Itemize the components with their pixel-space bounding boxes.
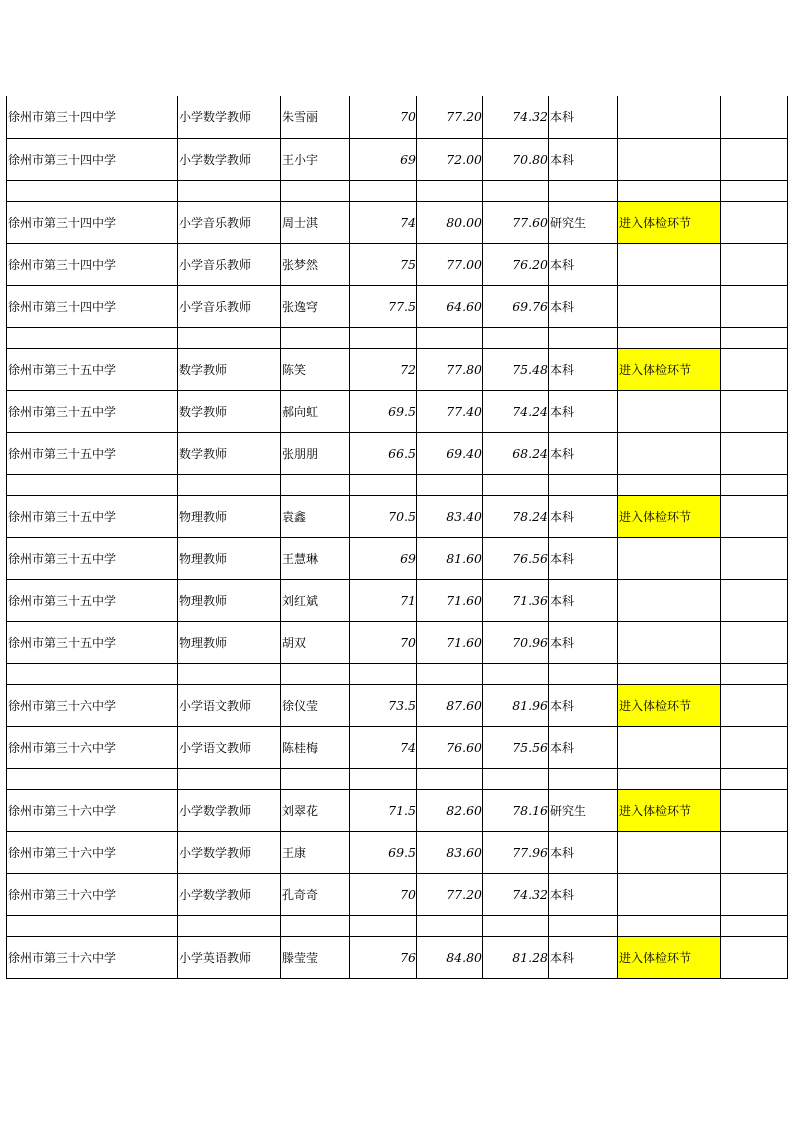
total-score-cell: 71.36	[483, 579, 549, 621]
total-score-cell: 75.48	[483, 348, 549, 390]
table-row	[7, 873, 788, 915]
blank-cell	[721, 348, 788, 390]
separator-cell	[281, 768, 350, 789]
school-cell: 徐州市第三十四中学	[7, 285, 178, 327]
separator-cell	[350, 768, 417, 789]
position-cell: 小学数学教师	[178, 873, 281, 915]
school-cell: 徐州市第三十五中学	[7, 621, 178, 663]
separator-cell	[417, 663, 483, 684]
separator-cell	[7, 474, 178, 495]
interview-score-cell: 72.00	[417, 138, 483, 180]
blank-cell	[721, 537, 788, 579]
interview-score-cell: 77.20	[417, 96, 483, 138]
table-row	[7, 621, 788, 663]
note-cell	[618, 726, 721, 768]
education-cell: 本科	[549, 495, 618, 537]
total-score-cell: 74.32	[483, 96, 549, 138]
blank-cell	[721, 96, 788, 138]
total-score-cell: 77.96	[483, 831, 549, 873]
separator-cell	[178, 180, 281, 201]
school-cell: 徐州市第三十六中学	[7, 726, 178, 768]
separator-cell	[721, 768, 788, 789]
position-cell: 物理教师	[178, 621, 281, 663]
interview-score-cell: 83.60	[417, 831, 483, 873]
separator-cell	[721, 915, 788, 936]
table-row	[7, 684, 788, 726]
education-cell: 本科	[549, 537, 618, 579]
written-score-cell: 74	[350, 201, 417, 243]
total-score-cell: 75.56	[483, 726, 549, 768]
interview-score-cell: 64.60	[417, 285, 483, 327]
blank-cell	[721, 789, 788, 831]
name-cell: 王慧琳	[281, 537, 350, 579]
note-cell	[618, 432, 721, 474]
separator-row	[7, 180, 788, 201]
separator-cell	[618, 474, 721, 495]
education-cell: 本科	[549, 621, 618, 663]
total-score-cell: 76.20	[483, 243, 549, 285]
separator-cell	[721, 663, 788, 684]
interview-score-cell: 77.20	[417, 873, 483, 915]
written-score-cell: 70	[350, 621, 417, 663]
name-cell: 陈桂梅	[281, 726, 350, 768]
education-cell: 本科	[549, 726, 618, 768]
separator-cell	[7, 768, 178, 789]
separator-cell	[721, 474, 788, 495]
position-cell: 小学语文教师	[178, 726, 281, 768]
table-row	[7, 831, 788, 873]
separator-cell	[281, 915, 350, 936]
school-cell: 徐州市第三十四中学	[7, 243, 178, 285]
written-score-cell: 69.5	[350, 831, 417, 873]
blank-cell	[721, 936, 788, 978]
interview-score-cell: 81.60	[417, 537, 483, 579]
education-cell: 本科	[549, 285, 618, 327]
separator-cell	[721, 327, 788, 348]
separator-cell	[7, 915, 178, 936]
name-cell: 王小宇	[281, 138, 350, 180]
education-cell: 本科	[549, 873, 618, 915]
blank-cell	[721, 873, 788, 915]
position-cell: 数学教师	[178, 390, 281, 432]
position-cell: 小学数学教师	[178, 831, 281, 873]
name-cell: 周士淇	[281, 201, 350, 243]
position-cell: 小学数学教师	[178, 138, 281, 180]
education-cell: 本科	[549, 831, 618, 873]
interview-score-cell: 77.80	[417, 348, 483, 390]
written-score-cell: 69	[350, 537, 417, 579]
total-score-cell: 81.28	[483, 936, 549, 978]
separator-cell	[549, 768, 618, 789]
table-row	[7, 537, 788, 579]
table-row	[7, 495, 788, 537]
table-row	[7, 936, 788, 978]
name-cell: 张朋朋	[281, 432, 350, 474]
school-cell: 徐州市第三十四中学	[7, 138, 178, 180]
separator-cell	[549, 663, 618, 684]
name-cell: 张梦然	[281, 243, 350, 285]
table-body	[7, 96, 788, 978]
separator-cell	[618, 768, 721, 789]
position-cell: 小学数学教师	[178, 789, 281, 831]
table-row	[7, 789, 788, 831]
education-cell: 本科	[549, 936, 618, 978]
name-cell: 刘红斌	[281, 579, 350, 621]
blank-cell	[721, 495, 788, 537]
note-cell: 进入体检环节	[618, 201, 721, 243]
separator-cell	[350, 915, 417, 936]
total-score-cell: 69.76	[483, 285, 549, 327]
separator-cell	[350, 180, 417, 201]
education-cell: 本科	[549, 243, 618, 285]
name-cell: 滕莹莹	[281, 936, 350, 978]
separator-cell	[178, 474, 281, 495]
written-score-cell: 70.5	[350, 495, 417, 537]
separator-cell	[350, 327, 417, 348]
table-row	[7, 285, 788, 327]
note-cell: 进入体检环节	[618, 684, 721, 726]
written-score-cell: 71.5	[350, 789, 417, 831]
school-cell: 徐州市第三十六中学	[7, 789, 178, 831]
education-cell: 本科	[549, 390, 618, 432]
separator-row	[7, 327, 788, 348]
total-score-cell: 74.24	[483, 390, 549, 432]
blank-cell	[721, 684, 788, 726]
separator-cell	[417, 327, 483, 348]
separator-cell	[281, 327, 350, 348]
separator-cell	[281, 663, 350, 684]
note-cell	[618, 579, 721, 621]
education-cell: 研究生	[549, 789, 618, 831]
written-score-cell: 66.5	[350, 432, 417, 474]
blank-cell	[721, 831, 788, 873]
name-cell: 陈笑	[281, 348, 350, 390]
name-cell: 孔奇奇	[281, 873, 350, 915]
separator-cell	[483, 663, 549, 684]
note-cell	[618, 537, 721, 579]
interview-score-cell: 82.60	[417, 789, 483, 831]
education-cell: 本科	[549, 579, 618, 621]
written-score-cell: 76	[350, 936, 417, 978]
total-score-cell: 70.80	[483, 138, 549, 180]
written-score-cell: 74	[350, 726, 417, 768]
note-cell	[618, 831, 721, 873]
separator-cell	[549, 180, 618, 201]
separator-cell	[178, 327, 281, 348]
total-score-cell: 68.24	[483, 432, 549, 474]
interview-score-cell: 77.40	[417, 390, 483, 432]
written-score-cell: 71	[350, 579, 417, 621]
position-cell: 物理教师	[178, 537, 281, 579]
education-cell: 本科	[549, 138, 618, 180]
school-cell: 徐州市第三十五中学	[7, 537, 178, 579]
separator-cell	[281, 474, 350, 495]
education-cell: 本科	[549, 432, 618, 474]
note-cell	[618, 243, 721, 285]
name-cell: 胡双	[281, 621, 350, 663]
position-cell: 小学音乐教师	[178, 201, 281, 243]
position-cell: 小学语文教师	[178, 684, 281, 726]
written-score-cell: 70	[350, 873, 417, 915]
interview-score-cell: 69.40	[417, 432, 483, 474]
written-score-cell: 69.5	[350, 390, 417, 432]
interview-score-cell: 83.40	[417, 495, 483, 537]
position-cell: 小学数学教师	[178, 96, 281, 138]
written-score-cell: 75	[350, 243, 417, 285]
separator-cell	[618, 915, 721, 936]
school-cell: 徐州市第三十四中学	[7, 201, 178, 243]
note-cell: 进入体检环节	[618, 348, 721, 390]
blank-cell	[721, 285, 788, 327]
table-row	[7, 138, 788, 180]
note-cell: 进入体检环节	[618, 495, 721, 537]
school-cell: 徐州市第三十五中学	[7, 348, 178, 390]
education-cell: 本科	[549, 684, 618, 726]
school-cell: 徐州市第三十四中学	[7, 96, 178, 138]
total-score-cell: 74.32	[483, 873, 549, 915]
written-score-cell: 69	[350, 138, 417, 180]
school-cell: 徐州市第三十六中学	[7, 684, 178, 726]
separator-cell	[281, 180, 350, 201]
table-row	[7, 243, 788, 285]
blank-cell	[721, 390, 788, 432]
separator-cell	[618, 663, 721, 684]
table-row	[7, 348, 788, 390]
school-cell: 徐州市第三十五中学	[7, 495, 178, 537]
interview-score-cell: 87.60	[417, 684, 483, 726]
table-row	[7, 432, 788, 474]
name-cell: 刘翠花	[281, 789, 350, 831]
total-score-cell: 81.96	[483, 684, 549, 726]
separator-row	[7, 474, 788, 495]
interview-score-cell: 71.60	[417, 579, 483, 621]
interview-score-cell: 77.00	[417, 243, 483, 285]
interview-score-cell: 84.80	[417, 936, 483, 978]
position-cell: 物理教师	[178, 495, 281, 537]
separator-cell	[350, 663, 417, 684]
school-cell: 徐州市第三十五中学	[7, 432, 178, 474]
note-cell	[618, 285, 721, 327]
written-score-cell: 72	[350, 348, 417, 390]
interview-score-cell: 71.60	[417, 621, 483, 663]
separator-cell	[549, 474, 618, 495]
separator-cell	[417, 768, 483, 789]
note-cell	[618, 96, 721, 138]
separator-row	[7, 768, 788, 789]
separator-cell	[417, 474, 483, 495]
note-cell	[618, 621, 721, 663]
note-cell: 进入体检环节	[618, 789, 721, 831]
name-cell: 徐仪莹	[281, 684, 350, 726]
written-score-cell: 73.5	[350, 684, 417, 726]
school-cell: 徐州市第三十六中学	[7, 936, 178, 978]
separator-cell	[178, 768, 281, 789]
position-cell: 小学音乐教师	[178, 285, 281, 327]
school-cell: 徐州市第三十六中学	[7, 831, 178, 873]
results-table	[6, 96, 788, 979]
separator-cell	[483, 180, 549, 201]
table-row	[7, 201, 788, 243]
separator-row	[7, 915, 788, 936]
separator-cell	[483, 768, 549, 789]
total-score-cell: 76.56	[483, 537, 549, 579]
separator-cell	[417, 180, 483, 201]
blank-cell	[721, 726, 788, 768]
written-score-cell: 77.5	[350, 285, 417, 327]
total-score-cell: 78.24	[483, 495, 549, 537]
separator-cell	[618, 180, 721, 201]
total-score-cell: 77.60	[483, 201, 549, 243]
name-cell: 朱雪丽	[281, 96, 350, 138]
separator-cell	[483, 474, 549, 495]
position-cell: 数学教师	[178, 348, 281, 390]
separator-cell	[618, 327, 721, 348]
separator-cell	[178, 663, 281, 684]
name-cell: 袁鑫	[281, 495, 350, 537]
separator-cell	[178, 915, 281, 936]
education-cell: 研究生	[549, 201, 618, 243]
blank-cell	[721, 243, 788, 285]
separator-cell	[350, 474, 417, 495]
separator-cell	[549, 915, 618, 936]
education-cell: 本科	[549, 348, 618, 390]
separator-cell	[721, 180, 788, 201]
note-cell	[618, 873, 721, 915]
education-cell: 本科	[549, 96, 618, 138]
separator-cell	[483, 327, 549, 348]
table-row	[7, 579, 788, 621]
note-cell	[618, 138, 721, 180]
separator-cell	[549, 327, 618, 348]
blank-cell	[721, 621, 788, 663]
name-cell: 郝向虹	[281, 390, 350, 432]
separator-cell	[7, 327, 178, 348]
table-row	[7, 96, 788, 138]
blank-cell	[721, 432, 788, 474]
separator-cell	[7, 663, 178, 684]
table-row	[7, 390, 788, 432]
position-cell: 物理教师	[178, 579, 281, 621]
separator-row	[7, 663, 788, 684]
school-cell: 徐州市第三十六中学	[7, 873, 178, 915]
table-row	[7, 726, 788, 768]
written-score-cell: 70	[350, 96, 417, 138]
total-score-cell: 78.16	[483, 789, 549, 831]
interview-score-cell: 80.00	[417, 201, 483, 243]
interview-score-cell: 76.60	[417, 726, 483, 768]
name-cell: 张逸穹	[281, 285, 350, 327]
blank-cell	[721, 579, 788, 621]
separator-cell	[417, 915, 483, 936]
separator-cell	[7, 180, 178, 201]
note-cell	[618, 390, 721, 432]
name-cell: 王康	[281, 831, 350, 873]
position-cell: 数学教师	[178, 432, 281, 474]
blank-cell	[721, 138, 788, 180]
separator-cell	[483, 915, 549, 936]
position-cell: 小学音乐教师	[178, 243, 281, 285]
school-cell: 徐州市第三十五中学	[7, 390, 178, 432]
note-cell: 进入体检环节	[618, 936, 721, 978]
blank-cell	[721, 201, 788, 243]
school-cell: 徐州市第三十五中学	[7, 579, 178, 621]
position-cell: 小学英语教师	[178, 936, 281, 978]
total-score-cell: 70.96	[483, 621, 549, 663]
